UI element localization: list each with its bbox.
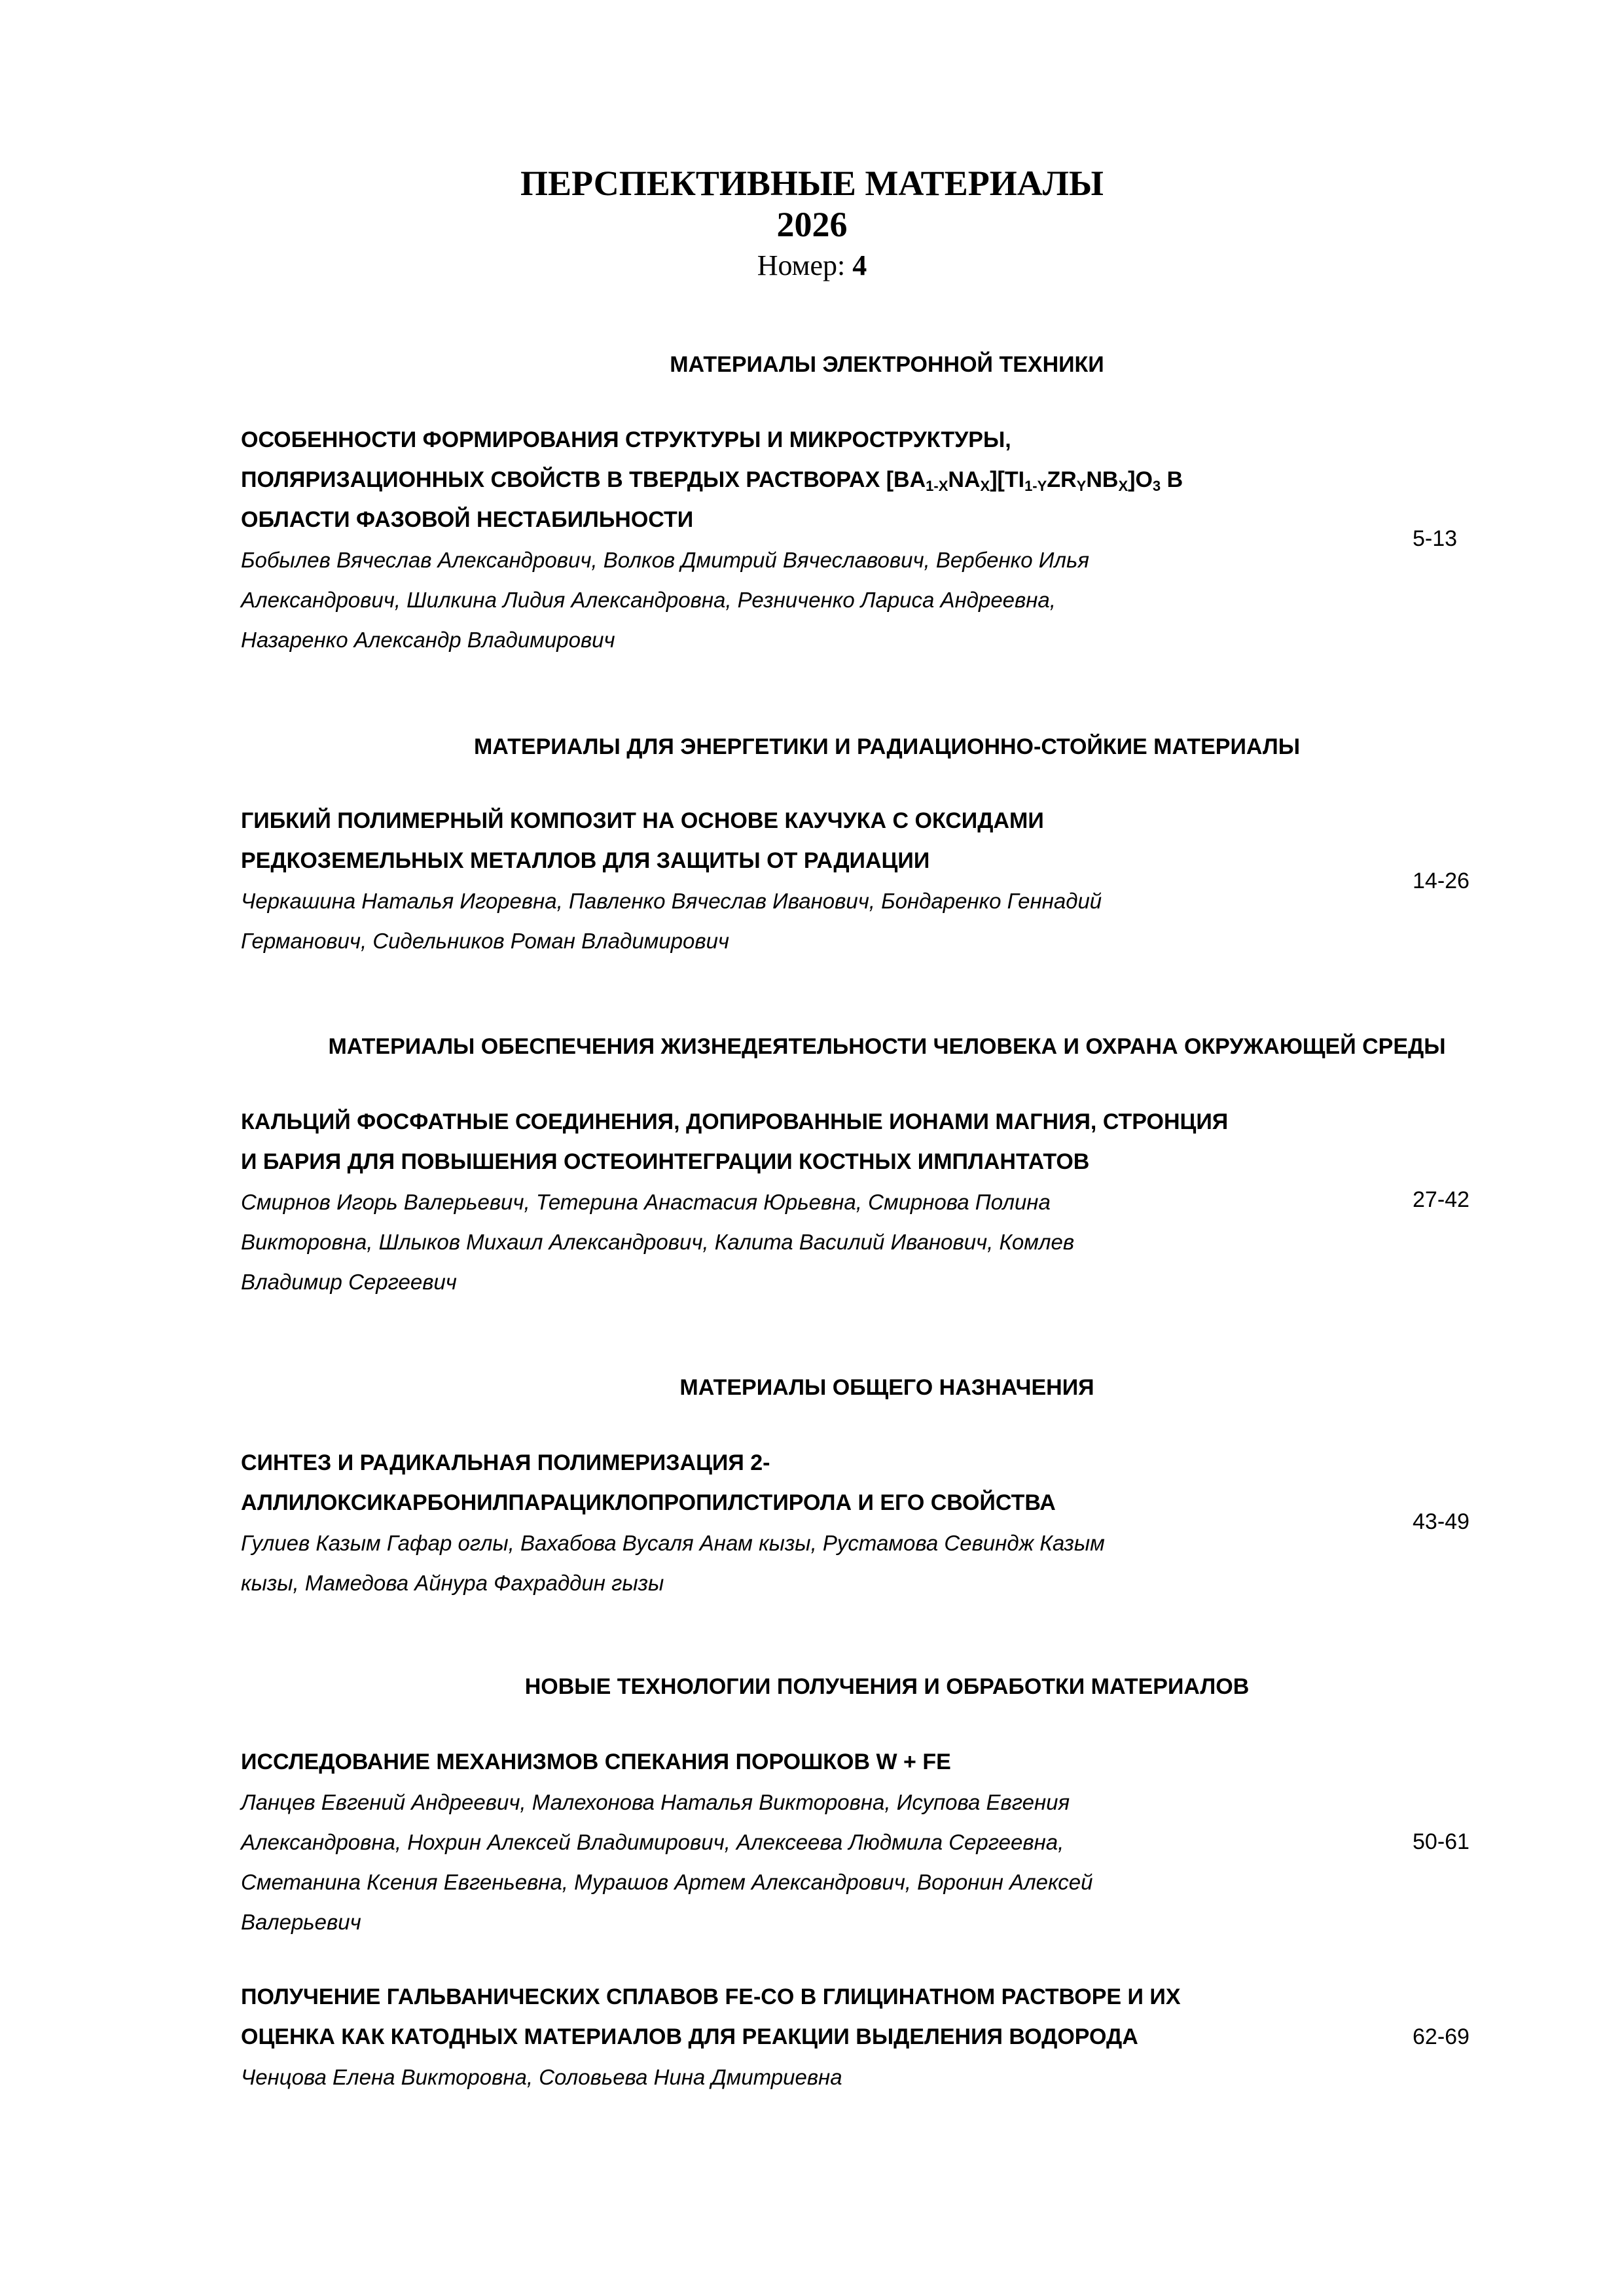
section-heading: МАТЕРИАЛЫ ДЛЯ ЭНЕРГЕТИКИ И РАДИАЦИОННО-СТОЙКИЕ МАТЕРИАЛЫ xyxy=(473,734,1301,759)
article-authors-line: Ченцова Елена Викторовна, Соловьева Нина Дмитриевна xyxy=(241,2065,842,2089)
article-authors-line: Ланцев Евгений Андреевич, Малехонова Наталья Викторовна, Исупова Евгения xyxy=(241,1790,1070,1814)
article[interactable] xyxy=(241,420,1393,660)
subscript: X xyxy=(1118,478,1128,494)
article-pages: 14-26 xyxy=(1413,869,1470,893)
article-title-line[interactable]: ПОЛУЧЕНИЕ ГАЛЬВАНИЧЕСКИХ СПЛАВОВ FE-CO В ГЛИЦИНАТНОМ РАСТВОРЕ И ИХ xyxy=(241,1984,1181,2009)
title-text: В xyxy=(1161,467,1183,492)
subscript: Y xyxy=(1076,478,1087,494)
article-authors-line: Гулиев Казым Гафар оглы, Вахабова Вусаля Анам кызы, Рустамова Севиндж Казым xyxy=(241,1531,1105,1555)
article-pages: 43-49 xyxy=(1413,1509,1470,1534)
article-authors-line: Смирнов Игорь Валерьевич, Тетерина Анастасия Юрьевна, Смирнова Полина xyxy=(241,1190,1051,1214)
article-authors-line: Викторовна, Шлыков Михаил Александрович, Калита Василий Иванович, Комлев xyxy=(241,1230,1075,1254)
title-text: ][TI xyxy=(990,467,1025,492)
subscript: 3 xyxy=(1152,478,1161,494)
issue-label: Номер: xyxy=(757,249,846,281)
article-authors-line: Валерьевич xyxy=(241,1910,361,1934)
article[interactable] xyxy=(241,1977,1393,2097)
journal-year: 2026 xyxy=(776,205,848,244)
article-authors-line: Владимир Сергеевич xyxy=(241,1270,457,1294)
article-title-line[interactable]: ИССЛЕДОВАНИЕ МЕХАНИЗМОВ СПЕКАНИЯ ПОРОШКОВ W + FE xyxy=(241,1749,951,1774)
title-text: NB xyxy=(1086,467,1119,492)
article-title-line[interactable]: ОСОБЕННОСТИ ФОРМИРОВАНИЯ СТРУКТУРЫ И МИКРОСТРУКТУРЫ, xyxy=(241,427,1011,452)
article[interactable] xyxy=(241,1742,1393,1942)
article-authors-line: Назаренко Александр Владимирович xyxy=(241,628,615,652)
section-heading: МАТЕРИАЛЫ ОБЕСПЕЧЕНИЯ ЖИЗНЕДЕЯТЕЛЬНОСТИ ЧЕЛОВЕКА И ОХРАНА ОКРУЖАЮЩЕЙ СРЕДЫ xyxy=(328,1034,1446,1059)
journal-title: ПЕРСПЕКТИВНЫЕ МАТЕРИАЛЫ xyxy=(520,164,1104,203)
article-authors-line: Черкашина Наталья Игоревна, Павленко Вячеслав Иванович, Бондаренко Геннадий xyxy=(241,889,1102,913)
article-authors-line: Сметанина Ксения Евгеньевна, Мурашов Артем Александрович, Воронин Алексей xyxy=(241,1870,1093,1894)
title-text: NA xyxy=(948,467,981,492)
article-authors-line: Александрович, Шилкина Лидия Александровна, Резниченко Лариса Андреевна, xyxy=(241,588,1056,612)
article[interactable] xyxy=(241,1102,1393,1302)
title-text: ZR xyxy=(1047,467,1077,492)
article-pages: 50-61 xyxy=(1413,1829,1470,1854)
article-authors-line: Бобылев Вячеслав Александрович, Волков Дмитрий Вячеславович, Вербенко Илья xyxy=(241,548,1089,572)
title-text: ПОЛЯРИЗАЦИОННЫХ СВОЙСТВ В ТВЕРДЫХ РАСТВОРАХ [BA xyxy=(241,467,926,492)
article[interactable] xyxy=(241,801,1393,961)
article-title-line[interactable]: СИНТЕЗ И РАДИКАЛЬНАЯ ПОЛИМЕРИЗАЦИЯ 2- xyxy=(241,1450,770,1475)
title-text: ]O xyxy=(1128,467,1153,492)
article[interactable] xyxy=(241,1443,1393,1603)
article-title-line[interactable] xyxy=(241,460,1393,500)
article-title-line[interactable]: ГИБКИЙ ПОЛИМЕРНЫЙ КОМПОЗИТ НА ОСНОВЕ КАУЧУКА С ОКСИДАМИ xyxy=(241,808,1044,833)
article-title-line[interactable]: РЕДКОЗЕМЕЛЬНЫХ МЕТАЛЛОВ ДЛЯ ЗАЩИТЫ ОТ РАДИАЦИИ xyxy=(241,848,930,873)
issue-value: 4 xyxy=(852,249,867,281)
article-authors-line: Александровна, Нохрин Алексей Владимирович, Алексеева Людмила Сергеевна, xyxy=(241,1830,1064,1854)
issue-number xyxy=(0,246,1624,285)
subscript: 1-Y xyxy=(1024,478,1047,494)
article-authors-line: кызы, Мамедова Айнура Фахраддин гызы xyxy=(241,1571,664,1595)
section-heading: МАТЕРИАЛЫ ОБЩЕГО НАЗНАЧЕНИЯ xyxy=(679,1375,1094,1400)
section-heading: НОВЫЕ ТЕХНОЛОГИИ ПОЛУЧЕНИЯ И ОБРАБОТКИ МАТЕРИАЛОВ xyxy=(524,1674,1250,1699)
article-pages: 5-13 xyxy=(1413,526,1458,551)
article-title-line[interactable]: ОБЛАСТИ ФАЗОВОЙ НЕСТАБИЛЬНОСТИ xyxy=(241,507,694,532)
section-heading: МАТЕРИАЛЫ ЭЛЕКТРОННОЙ ТЕХНИКИ xyxy=(670,352,1104,377)
article-pages: 62-69 xyxy=(1413,2024,1470,2049)
article-title-line[interactable]: ОЦЕНКА КАК КАТОДНЫХ МАТЕРИАЛОВ ДЛЯ РЕАКЦИИ ВЫДЕЛЕНИЯ ВОДОРОДА xyxy=(241,2024,1138,2049)
subscript: 1-X xyxy=(926,478,948,494)
article-title-line[interactable]: АЛЛИЛОКСИКАРБОНИЛПАРАЦИКЛОПРОПИЛСТИРОЛА И ЕГО СВОЙСТВА xyxy=(241,1490,1056,1515)
article-authors-line: Германович, Сидельников Роман Владимирович xyxy=(241,929,730,953)
article-title-line[interactable]: И БАРИЯ ДЛЯ ПОВЫШЕНИЯ ОСТЕОИНТЕГРАЦИИ КОСТНЫХ ИМПЛАНТАТОВ xyxy=(241,1149,1090,1174)
article-title-line[interactable]: КАЛЬЦИЙ ФОСФАТНЫЕ СОЕДИНЕНИЯ, ДОПИРОВАННЫЕ ИОНАМИ МАГНИЯ, СТРОНЦИЯ xyxy=(241,1109,1229,1134)
subscript: X xyxy=(980,478,990,494)
article-pages: 27-42 xyxy=(1413,1187,1470,1212)
